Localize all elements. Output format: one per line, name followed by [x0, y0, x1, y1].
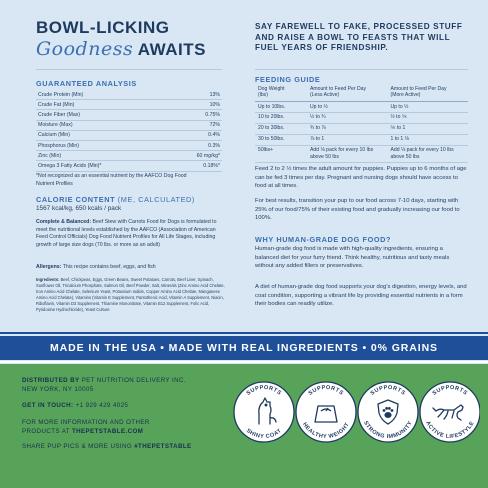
badges-svg — [230, 374, 480, 454]
analysis-value: 0.3% — [168, 140, 222, 150]
headline: SAY FAREWELL TO FAKE, PROCESSED STUFF AND RAISE A BOWL TO FEASTS THAT WILL FUEL YEARS OF FRIENDSHIP. — [255, 22, 463, 53]
badge-3-top: SUPPORTS — [369, 384, 407, 397]
feeding-guide-heading: FEEDING GUIDE — [255, 75, 321, 84]
feeding-cell: Up to ½ — [388, 101, 469, 112]
analysis-label: Crude Protein (Min) — [36, 90, 168, 100]
feeding-cell: ⅞ to 1 — [307, 134, 388, 145]
feeding-cell: ½ to ⅚ — [388, 112, 469, 123]
feeding-cell: 30 to 50lbs. — [255, 134, 307, 145]
feeding-cell: ½ to ¾ — [307, 112, 388, 123]
analysis-row — [36, 100, 222, 110]
distributor-address: NEW YORK, NY 10005 — [22, 386, 94, 393]
why-paragraph-1: Human-grade dog food is made with high-quality ingredients, ensuring a balanced diet for your furry friend. Think healthy, nutritious and tasty meals without any added fillers or preservatives. — [255, 246, 450, 270]
feeding-cell: ¾ to ⅞ — [307, 123, 388, 134]
complete-balanced-statement — [36, 219, 224, 249]
analysis-row — [36, 140, 222, 150]
ingredients-statement — [36, 277, 226, 313]
share-line — [22, 443, 192, 452]
analysis-row — [36, 110, 222, 120]
touch-label: GET IN TOUCH: — [22, 402, 74, 409]
phone-number[interactable]: +1 929 429 4025 — [75, 402, 129, 409]
analysis-value: 60 mg/kg* — [168, 151, 222, 161]
ingredients-text: Beef, Chickpeas, Eggs, Green Beans, Sweet Potatoes, Carrots, Beef Liver, Spinach, Sunflower Oil, Tricalcium Phosphate, Salmon Oil, Beef Powder, Salt, Minerals (Zinc Amino Acid Chelate, Iron Amino Acid Chelate, Selenium Yeast, Potassium Iodide, Copper Amino Acid Chelate, Manganese Amino Acid Chelate), Vitamins (Vitamin E Supplement, Pantothenic Acid, Vitamin A Supplement, Niacin, Riboflavin, Vitamin D3 Supplement, Thiamine Mononitrate, Vitamin B12 Supplement, Folic Acid, Pyridoxine Hydrochloride), Yeast Culture — [36, 277, 225, 312]
complete-balanced-label: Complete & Balanced: — [36, 219, 92, 225]
distributed-label: DISTRIBUTED BY — [22, 377, 80, 384]
badge-2-top: SUPPORTS — [307, 384, 345, 397]
feeding-cell: Up to ½ — [307, 101, 388, 112]
analysis-label: Zinc (Min) — [36, 151, 168, 161]
feeding-cell: Add ⅛ pack for every 10 lbs above 50 lbs — [388, 145, 469, 162]
feeding-row — [255, 145, 468, 162]
page-title-line2 — [36, 38, 206, 60]
website-link[interactable]: THEPETSTABLE.COM — [71, 428, 144, 435]
feeding-row — [255, 101, 468, 112]
calorie-heading-suffix: (ME, CALCULATED) — [117, 195, 195, 204]
badge-4-bottom: ACTIVE LIFESTYLE — [424, 420, 476, 441]
analysis-value: 0.18%* — [168, 161, 222, 171]
feeding-cell: 20 to 30lbs. — [255, 123, 307, 134]
complete-balanced-text: Beef Stew with Carrots Food for Dogs is formulated to meet the nutritional levels established by the AAFCO (Association of American Feed Control Officials) Dog Food Nutrient Profiles for All Life Stages, including growth of large size dogs (70 lbs. or more as an adult) — [36, 219, 217, 248]
hashtag-link[interactable]: #THEPETSTABLE — [134, 443, 192, 450]
contact-line — [22, 402, 128, 411]
feeding-row — [255, 123, 468, 134]
calorie-heading — [36, 195, 195, 204]
analysis-row — [36, 90, 222, 100]
feeding-cell: 1 to 1 ⅛ — [388, 134, 469, 145]
calorie-heading-text: CALORIE CONTENT — [36, 195, 116, 204]
analysis-label: Crude Fiber (Max) — [36, 110, 168, 120]
badge-1-top: SUPPORTS — [245, 384, 283, 397]
analysis-value: 13% — [168, 90, 222, 100]
analysis-label: Crude Fat (Min) — [36, 100, 168, 110]
feeding-col-more-active: Amount to Feed Per Day (More Active) — [388, 84, 469, 101]
feeding-cell: ⅚ to 1 — [388, 123, 469, 134]
title-script-word: Goodness — [36, 38, 134, 60]
feeding-cell: 50lbs+ — [255, 145, 307, 162]
guaranteed-analysis-heading: GUARANTEED ANALYSIS — [36, 79, 137, 88]
banner-top-stripe — [0, 332, 488, 334]
feeding-cell: Add ⅛ pack for every 10 lbs above 50 lbs — [307, 145, 388, 162]
allergens-label: Allergens: — [36, 264, 62, 270]
more-info-line2 — [22, 428, 143, 437]
allergens-statement — [36, 264, 224, 272]
ingredients-label: Ingredients: — [36, 277, 60, 282]
feeding-row — [255, 112, 468, 123]
badge-healthy-weight — [296, 382, 356, 442]
analysis-row — [36, 151, 222, 161]
badge-4-top: SUPPORTS — [431, 384, 469, 397]
feeding-col-weight: Dog Weight (lbs) — [255, 84, 307, 101]
analysis-label: Omega 3 Fatty Acids (Min)* — [36, 161, 168, 171]
analysis-label: Phosphorus (Min) — [36, 140, 168, 150]
analysis-value: 0.75% — [168, 110, 222, 120]
analysis-value: 0.4% — [168, 130, 222, 140]
feeding-cell: 10 to 20lbs. — [255, 112, 307, 123]
feeding-cell: Up to 10lbs. — [255, 101, 307, 112]
feeding-col-less-active: Amount to Feed Per Day (Less Active) — [307, 84, 388, 101]
left-divider — [36, 69, 222, 70]
distributed-by — [22, 377, 186, 386]
why-paragraph-2: A diet of human-grade dog food supports your dog's digestion, energy levels, and coat condition, supporting a vibrant life by providing essential nutrients in a form their bodies can readily utilize. — [255, 284, 467, 308]
badge-active-lifestyle — [420, 382, 480, 442]
analysis-label: Calcium (Min) — [36, 130, 168, 140]
allergens-text: This recipe contains beef, eggs, and fish — [62, 264, 156, 270]
badge-1-bottom: SHINY COAT — [244, 427, 284, 441]
badge-shiny-coat — [234, 382, 294, 442]
analysis-value: 72% — [168, 120, 222, 130]
page-title-line1: BOWL-LICKING — [36, 18, 170, 37]
analysis-row — [36, 161, 222, 171]
title-word-awaits: AWAITS — [137, 40, 206, 59]
banner-bottom-stripe — [0, 361, 488, 363]
feeding-row — [255, 134, 468, 145]
distributor-name: PET NUTRITION DELIVERY INC. — [81, 377, 186, 384]
badges-row — [230, 374, 480, 454]
right-divider — [255, 69, 468, 70]
analysis-row — [36, 130, 222, 140]
more-info-line1: FOR MORE INFORMATION AND OTHER — [22, 419, 150, 426]
claims-banner: MADE IN THE USA • MADE WITH REAL INGREDIENTS • 0% GRAINS — [0, 336, 488, 360]
badge-2-bottom: HEALTHY WEIGHT — [301, 421, 351, 441]
feeding-puppies-note: Feed 2 to 2 ½ times the adult amount for puppies. Puppies up to 6 months of age can be fed 3 times per day. Pregnant and nursing dogs should have access to food at all times. — [255, 166, 467, 190]
analysis-footnote: *Not recognized as an essential nutrient by the AAFCO Dog Food Nutrient Profiles — [36, 173, 187, 187]
why-heading: WHY HUMAN-GRADE DOG FOOD? — [255, 235, 392, 244]
share-prefix: SHARE PUP PICS & MORE USING — [22, 443, 133, 450]
calorie-value: 1567 kcal/kg, 650 kcals / pack — [36, 205, 122, 212]
analysis-row — [36, 120, 222, 130]
feeding-guide-table — [255, 84, 468, 163]
feeding-transition-note: For best results, transition your pup to our food across 7-10 days, starting with 25% of our food/75% of their existing food and gradually increasing our food to 100%. — [255, 198, 460, 222]
analysis-value: 10% — [168, 100, 222, 110]
more-info-prefix: PRODUCTS AT — [22, 428, 70, 435]
badge-3-bottom: STRONG IMMUNITY — [362, 420, 414, 441]
analysis-label: Moisture (Max) — [36, 120, 168, 130]
guaranteed-analysis-table — [36, 90, 222, 172]
badge-strong-immunity — [358, 382, 418, 442]
